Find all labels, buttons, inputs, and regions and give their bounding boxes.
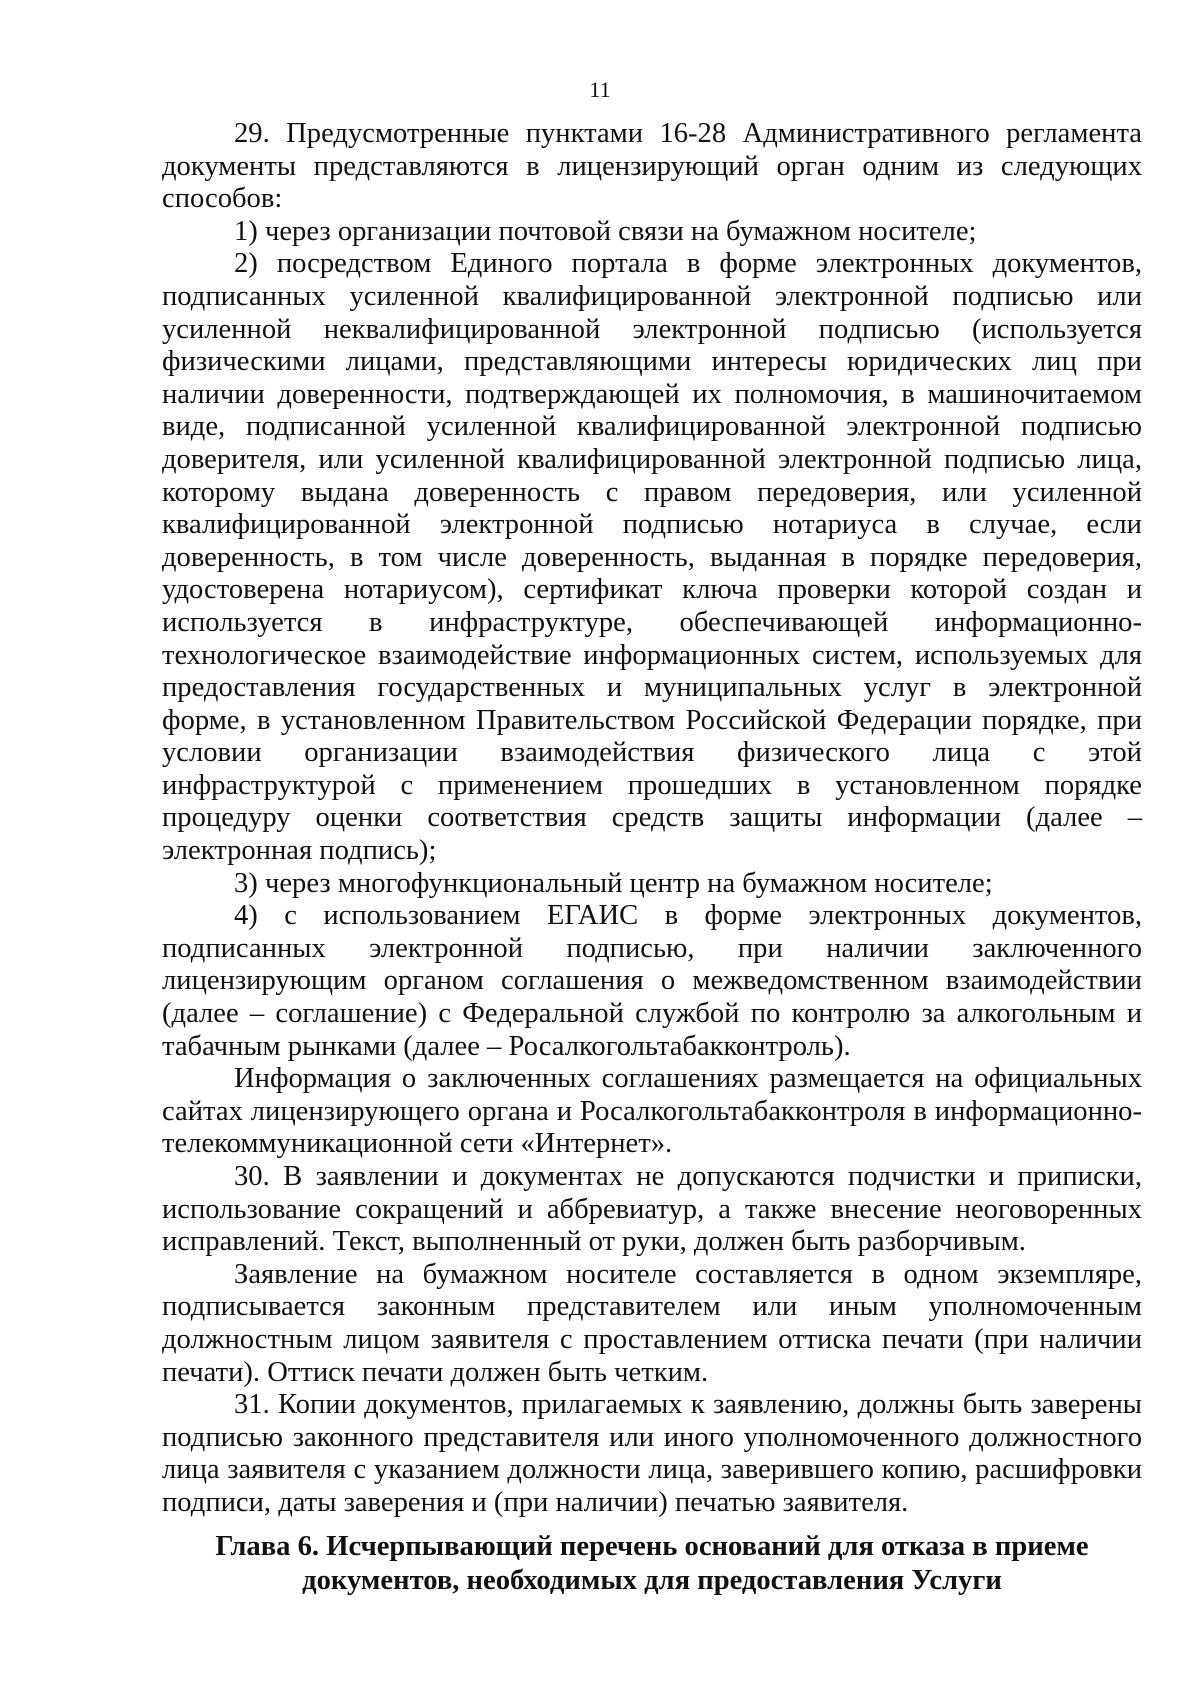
list-item-postal: 1) через организации почтовой связи на бумажном носителе; bbox=[234, 215, 977, 247]
list-item-mfc: 3) через многофункциональный центр на бумажном носителе; bbox=[234, 867, 993, 899]
paragraph-30: 30. В заявлении и документах не допускаются подчистки и приписки, использование сокращений и аббревиатур, а также внесение неоговоренных исправлений. Текст, выполненный от руки, должен быть разборчивым. bbox=[162, 1161, 1142, 1258]
chapter-heading-line-2: документов, необходимых для предоставления Услуги bbox=[302, 1565, 1002, 1596]
paragraph-29: 29. Предусмотренные пунктами 16-28 Административного регламента документы представляются в лицензирующий орган одним из следующих способов: bbox=[162, 118, 1142, 215]
page-number: 11 bbox=[589, 77, 611, 102]
paragraph-agreements: Информация о заключенных соглашениях размещается на официальных сайтах лицензирующего органа и Росалкогольтабакконтроля в информационно-телекоммуникационной сети «Интернет». bbox=[162, 1063, 1142, 1160]
document-body bbox=[162, 118, 1142, 1520]
paragraph-application-paper: Заявление на бумажном носителе составляется в одном экземпляре, подписывается законным представителем или иным уполномоченным должностным лицом заявителя с проставлением оттиска печати (при наличии печати). Оттиск печати должен быть четким. bbox=[162, 1258, 1142, 1388]
chapter-heading bbox=[162, 1530, 1142, 1598]
list-item-portal: 2) посредством Единого портала в форме электронных документов, подписанных усиленной квалифицированной электронной подписью или усиленной неквалифицированной электронной подписью (используется физическими лицами, представляющими интересы юридических лиц при наличии доверенности, подтверждающей их полномочия, в машиночитаемом виде, подписанной усиленной квалифицированной электронной подписью доверителя, или усиленной квалифицированной электронной подписью лица, которому выдана доверенность с правом передоверия, или усиленной квалифицированной электронной подписью нотариуса в случае, если доверенность, в том числе доверенность, выданная в порядке передоверия, удостоверена нотариусом), сертификат ключа проверки которой создан и используется в инфраструктуре, обеспечивающей информационно-технологическое взаимодействие информационных систем, используемых для предоставления государственных и муниципальных услуг в электронной форме, в установленном Правительством Российской Федерации порядке, при условии организации взаимодействия физического лица с этой инфраструктурой с применением прошедших в установленном порядке процедуру оценки соответствия средств защиты информации (далее – электронная подпись); bbox=[162, 248, 1142, 867]
chapter-heading-line-1: Глава 6. Исчерпывающий перечень оснований для отказа в приеме bbox=[215, 1531, 1089, 1562]
list-item-egais: 4) с использованием ЕГАИС в форме электронных документов, подписанных электронной подписью, при наличии заключенного лицензирующим органом соглашения о межведомственном взаимодействии (далее – соглашение) с Федеральной службой по контролю за алкогольным и табачным рынками (далее – Росалкогольтабакконтроль). bbox=[162, 900, 1142, 1062]
paragraph-31: 31. Копии документов, прилагаемых к заявлению, должны быть заверены подписью законного представителя или иного уполномоченного должностного лица заявителя с указанием должности лица, заверившего копию, расшифровки подписи, даты заверения и (при наличии) печатью заявителя. bbox=[162, 1389, 1142, 1518]
